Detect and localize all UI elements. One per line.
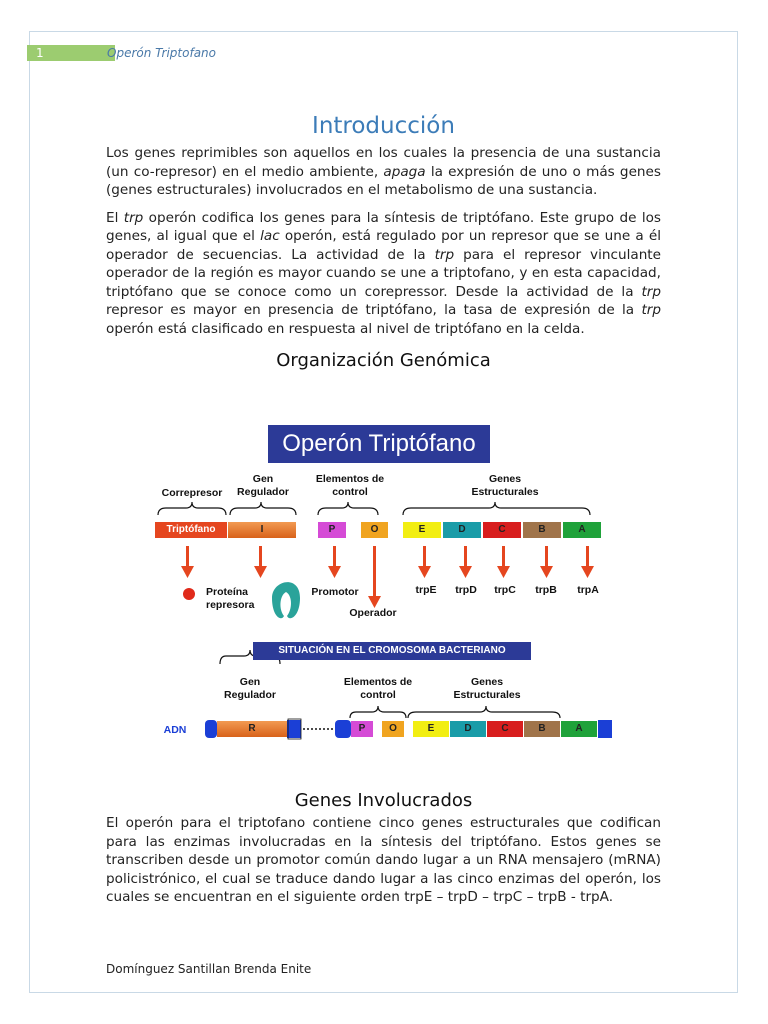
situacion-banner: SITUACIÓN EN EL CROMOSOMA BACTERIANO — [253, 642, 531, 660]
header-title: Operón Triptofano — [107, 46, 216, 60]
intro-paragraph-2 — [106, 209, 661, 339]
label-elementos-control-2: Elementos de control — [343, 676, 413, 701]
label-elementos-control: Elementos de control — [315, 473, 385, 498]
operador-bar: O — [361, 522, 388, 538]
triptofano-bar: Triptófano — [155, 522, 227, 538]
gene-a-bar: A — [563, 522, 601, 538]
label-trpc: trpC — [494, 584, 516, 596]
promotor-bar-2: P — [351, 721, 373, 737]
gene-e-bar: E — [403, 522, 441, 538]
text-run: para el represor vinculante operador de la región es mayor cuando se une a triptofano, y en esta capacidad, triptófano que se conoce como un corepressor. Desde la actividad de la — [106, 246, 661, 300]
label-gen-regulador: Gen Regulador — [237, 473, 289, 498]
text-run: operón está clasificado en respuesta al nivel de triptófano en la celda. — [106, 320, 585, 337]
text-run: represor es mayor en presencia de triptófano, la tasa de expresión de la — [106, 302, 642, 318]
genes-section — [106, 788, 661, 907]
organizacion-heading: Organización Genómica — [276, 350, 491, 371]
label-trpa: trpA — [577, 584, 599, 596]
genes-heading: Genes Involucrados — [294, 790, 473, 811]
emphasis-trp: trp — [641, 302, 661, 318]
text-run: Los genes reprimibles son aquellos en los cuales la presencia de una sustancia (un co-represor) en el medio ambiente, — [106, 145, 661, 180]
emphasis-apaga: apaga — [383, 163, 426, 180]
label-correpresor: Correpresor — [161, 487, 223, 499]
genes-paragraph: El operón para el triptofano contiene cinco genes estructurales que codifican para las enzimas involucradas en la síntesis del triptófano. Estos genes se transcriben desde un promotor común dando lugar a un RNA mensajero (mRNA) policistrónico, el cual se traduce dando lugar a las cinco enzimas del operón, los cuales se encuentran en el siguiente orden trpE – trpD – trpC – trpB - trpA. — [106, 815, 661, 905]
gene-e-bar-2: E — [413, 721, 449, 737]
label-adn: ADN — [163, 724, 187, 736]
gene-b-bar: B — [523, 522, 561, 538]
gene-d-bar: D — [443, 522, 481, 538]
text-run: la expresión de uno o más genes (genes estructurales) involucrados en el metabolismo de una sustancia. — [106, 163, 661, 198]
emphasis-trp: trp — [123, 209, 144, 226]
gene-a-bar-2: A — [561, 721, 597, 737]
gene-b-bar-2: B — [524, 721, 560, 737]
gene-r-bar: R — [217, 721, 287, 737]
label-proteina-represora: Proteína represora — [206, 586, 255, 611]
operador-bar-2: O — [382, 721, 404, 737]
diagram-title: Operón Triptófano — [268, 425, 490, 463]
emphasis-lac: lac — [260, 228, 280, 244]
gene-i-bar: I — [228, 522, 296, 538]
promotor-bar: P — [318, 522, 346, 538]
label-genes-estructurales: Genes Estructurales — [471, 473, 539, 498]
label-trpe: trpE — [415, 584, 437, 596]
document-body — [106, 108, 661, 374]
gene-c-bar-2: C — [487, 721, 523, 737]
gene-c-bar: C — [483, 522, 521, 538]
label-operador: Operador — [349, 607, 397, 619]
label-genes-estructurales-2: Genes Estructurales — [453, 676, 521, 701]
label-trpb: trpB — [535, 584, 557, 596]
page-number: 1 — [27, 45, 115, 61]
label-trpd: trpD — [455, 584, 477, 596]
text-run: operón codifica los genes para la síntesis de triptófano. Este grupo de los genes, al igual que el — [106, 209, 662, 244]
intro-heading: Introducción — [312, 113, 455, 139]
emphasis-trp: trp — [641, 283, 661, 300]
gene-d-bar-2: D — [450, 721, 486, 737]
label-promotor: Promotor — [311, 586, 359, 598]
label-gen-regulador-2: Gen Regulador — [224, 676, 276, 701]
operon-diagram — [150, 420, 620, 760]
text-run: operón, está regulado por un represor que se une a él operador de secuencias. La actividad de la — [106, 228, 662, 263]
text-run: El — [106, 209, 124, 226]
intro-paragraph-1 — [106, 144, 661, 200]
emphasis-trp: trp — [434, 246, 455, 263]
footer-author: Domínguez Santillan Brenda Enite — [106, 962, 312, 976]
